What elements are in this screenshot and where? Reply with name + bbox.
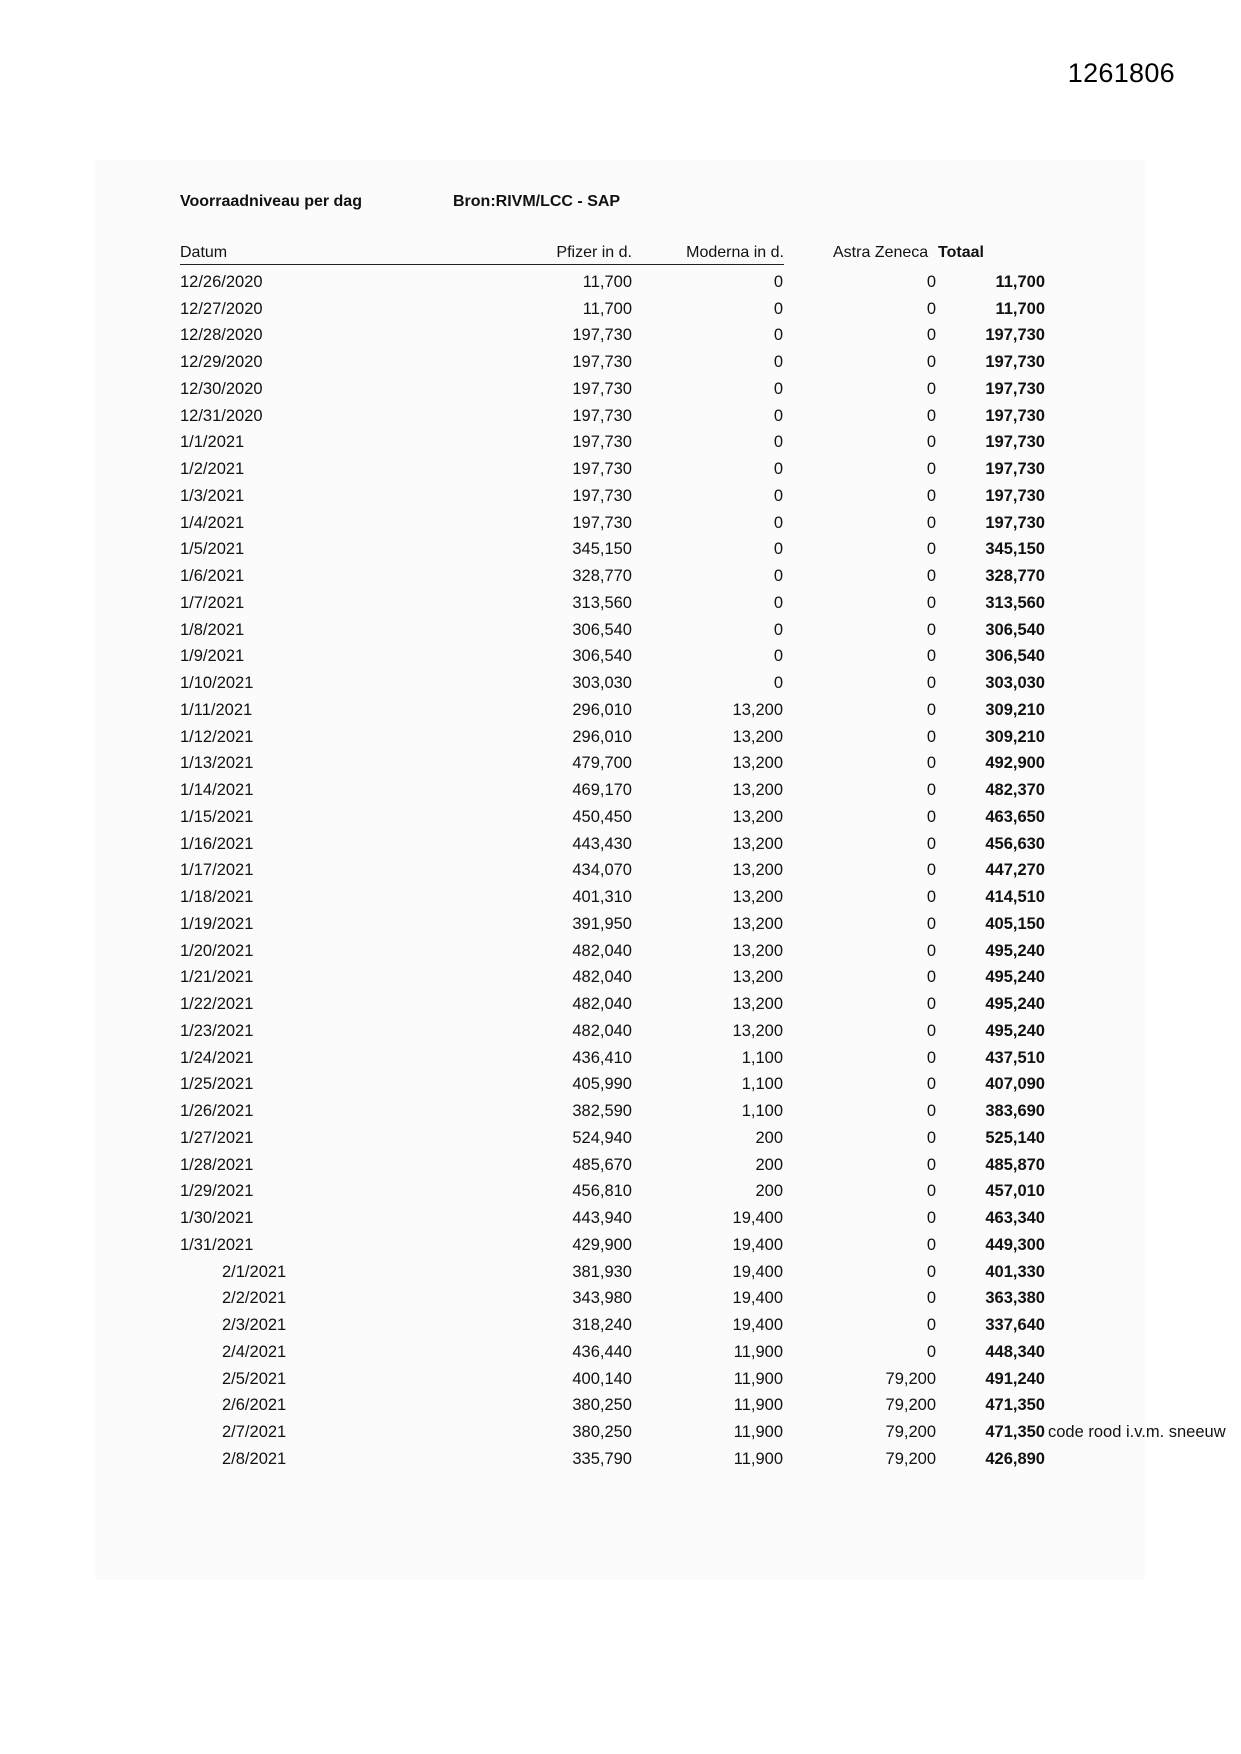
cell-pfizer: 318,240 <box>572 1316 632 1334</box>
cell-pfizer: 469,170 <box>572 781 632 799</box>
cell-date: 1/21/2021 <box>180 968 254 987</box>
table-row <box>180 510 1080 537</box>
cell-pfizer: 436,440 <box>572 1342 632 1361</box>
cell-moderna: 13,200 <box>732 781 783 799</box>
cell-moderna: 0 <box>773 433 783 452</box>
table-title: Voorraadniveau per dag <box>180 193 362 210</box>
table-row <box>180 724 1080 751</box>
cell-date: 12/29/2020 <box>180 353 263 371</box>
cell-total: 197,730 <box>985 406 1045 425</box>
cell-pfizer: 443,430 <box>572 834 632 853</box>
cell-total: 485,870 <box>985 1155 1045 1174</box>
cell-moderna: 1,100 <box>741 1102 783 1120</box>
table-row <box>180 483 1080 510</box>
cell-pfizer: 429,900 <box>572 1235 632 1254</box>
header-pfizer: Pfizer in d. <box>365 242 632 265</box>
cell-moderna: 11,900 <box>733 1342 783 1361</box>
cell-moderna: 13,200 <box>732 1021 783 1040</box>
cell-pfizer: 482,040 <box>572 1021 632 1040</box>
table-row <box>180 777 1080 804</box>
cell-total: 197,730 <box>985 433 1045 452</box>
cell-astra-zeneca: 0 <box>926 1316 936 1334</box>
cell-astra-zeneca: 0 <box>926 1342 936 1361</box>
cell-total: 197,730 <box>985 379 1045 398</box>
cell-date: 1/29/2021 <box>180 1182 254 1201</box>
cell-astra-zeneca: 0 <box>926 567 936 585</box>
cell-astra-zeneca: 0 <box>926 807 936 826</box>
table-row <box>180 697 1080 724</box>
cell-moderna: 0 <box>773 486 783 505</box>
cell-moderna: 1,100 <box>741 1048 783 1067</box>
cell-moderna: 200 <box>755 1182 783 1201</box>
header-moderna: Moderna in d. <box>632 242 784 265</box>
table-row <box>180 269 1080 296</box>
cell-astra-zeneca: 0 <box>926 1128 936 1147</box>
table-row <box>180 1205 1080 1232</box>
cell-total: 495,240 <box>985 995 1045 1013</box>
cell-total: 426,890 <box>985 1449 1045 1468</box>
cell-date: 2/5/2021 <box>222 1369 287 1388</box>
table-row <box>180 1045 1080 1072</box>
table-row <box>180 831 1080 858</box>
stock-table <box>180 242 1226 1473</box>
header-total: Totaal <box>938 244 984 261</box>
header-astra-zeneca: Astra Zeneca <box>833 244 929 261</box>
cell-moderna: 13,200 <box>732 700 783 719</box>
cell-note: code rood i.v.m. sneeuw <box>1048 1423 1226 1441</box>
table-row <box>180 536 1080 563</box>
table-header-row <box>180 242 1080 269</box>
cell-astra-zeneca: 0 <box>926 1289 936 1308</box>
cell-moderna: 13,200 <box>732 834 783 853</box>
cell-astra-zeneca: 79,200 <box>885 1396 936 1415</box>
cell-date: 1/19/2021 <box>180 914 254 933</box>
cell-total: 482,370 <box>985 781 1045 799</box>
cell-date: 2/6/2021 <box>222 1396 287 1415</box>
cell-astra-zeneca: 0 <box>926 620 936 639</box>
cell-astra-zeneca: 0 <box>926 513 936 532</box>
table-row <box>180 1312 1080 1339</box>
table-row <box>180 1446 1080 1473</box>
cell-date: 1/31/2021 <box>180 1235 254 1254</box>
cell-total: 463,650 <box>985 807 1045 826</box>
cell-moderna: 19,400 <box>732 1289 783 1308</box>
cell-date: 12/30/2020 <box>180 379 263 398</box>
cell-astra-zeneca: 0 <box>926 861 936 880</box>
document-id: 1261806 <box>1067 58 1175 88</box>
cell-date: 12/26/2020 <box>180 272 263 291</box>
cell-total: 197,730 <box>985 326 1045 345</box>
table-row <box>180 1152 1080 1179</box>
cell-astra-zeneca: 0 <box>926 834 936 853</box>
cell-pfizer: 443,940 <box>572 1209 632 1227</box>
cell-date: 1/10/2021 <box>180 674 254 692</box>
cell-astra-zeneca: 0 <box>926 486 936 505</box>
table-row <box>180 1018 1080 1045</box>
cell-moderna: 19,400 <box>732 1316 783 1334</box>
cell-total: 401,330 <box>985 1262 1045 1281</box>
cell-astra-zeneca: 0 <box>926 1235 936 1254</box>
cell-date: 2/7/2021 <box>222 1423 287 1441</box>
table-row <box>180 1232 1080 1259</box>
cell-moderna: 13,200 <box>732 941 783 960</box>
cell-moderna: 19,400 <box>732 1209 783 1227</box>
cell-total: 337,640 <box>985 1316 1045 1334</box>
cell-total: 471,350 <box>985 1423 1045 1441</box>
table-row <box>180 1419 1226 1446</box>
cell-pfizer: 335,790 <box>572 1449 632 1468</box>
cell-astra-zeneca: 0 <box>926 647 936 666</box>
cell-total: 414,510 <box>985 888 1045 906</box>
cell-date: 1/8/2021 <box>180 620 245 639</box>
cell-moderna: 11,900 <box>733 1396 783 1415</box>
cell-pfizer: 434,070 <box>572 861 632 880</box>
table-row <box>180 376 1080 403</box>
cell-pfizer: 197,730 <box>572 486 632 505</box>
cell-pfizer: 197,730 <box>572 353 632 371</box>
cell-moderna: 13,200 <box>732 914 783 933</box>
cell-date: 1/6/2021 <box>180 567 245 585</box>
table-row <box>180 1392 1080 1419</box>
table-row <box>180 884 1080 911</box>
cell-astra-zeneca: 0 <box>926 1262 936 1281</box>
cell-total: 363,380 <box>985 1289 1045 1308</box>
cell-astra-zeneca: 0 <box>926 1048 936 1067</box>
cell-date: 1/23/2021 <box>180 1021 254 1040</box>
cell-pfizer: 345,150 <box>572 540 632 559</box>
cell-astra-zeneca: 0 <box>926 326 936 345</box>
cell-astra-zeneca: 79,200 <box>885 1423 936 1441</box>
cell-total: 491,240 <box>985 1369 1045 1388</box>
table-row <box>180 1125 1080 1152</box>
cell-astra-zeneca: 79,200 <box>885 1449 936 1468</box>
cell-pfizer: 482,040 <box>572 941 632 960</box>
cell-astra-zeneca: 0 <box>926 1209 936 1227</box>
cell-date: 1/7/2021 <box>180 593 245 612</box>
cell-date: 1/15/2021 <box>180 807 254 826</box>
table-row <box>180 1071 1080 1098</box>
cell-total: 313,560 <box>985 593 1045 612</box>
cell-astra-zeneca: 0 <box>926 700 936 719</box>
cell-pfizer: 197,730 <box>572 379 632 398</box>
cell-moderna: 11,900 <box>733 1423 783 1441</box>
cell-total: 309,210 <box>985 727 1045 746</box>
table-row <box>180 322 1080 349</box>
cell-total: 471,350 <box>985 1396 1045 1415</box>
cell-moderna: 13,200 <box>732 754 783 773</box>
cell-date: 2/8/2021 <box>222 1449 287 1468</box>
cell-total: 463,340 <box>985 1209 1045 1227</box>
cell-pfizer: 197,730 <box>572 433 632 452</box>
cell-total: 309,210 <box>985 700 1045 719</box>
cell-pfizer: 296,010 <box>572 700 632 719</box>
table-row <box>180 964 1080 991</box>
cell-pfizer: 381,930 <box>572 1262 632 1281</box>
cell-pfizer: 482,040 <box>572 995 632 1013</box>
table-row <box>180 349 1080 376</box>
table-row <box>180 1259 1080 1286</box>
table-row <box>180 456 1080 483</box>
cell-astra-zeneca: 0 <box>926 781 936 799</box>
cell-astra-zeneca: 0 <box>926 299 936 318</box>
cell-date: 1/12/2021 <box>180 727 254 746</box>
cell-date: 1/20/2021 <box>180 941 254 960</box>
cell-date: 1/2/2021 <box>180 460 245 478</box>
table-row <box>180 804 1080 831</box>
cell-pfizer: 405,990 <box>572 1075 632 1094</box>
cell-date: 1/27/2021 <box>180 1128 254 1147</box>
cell-total: 449,300 <box>985 1235 1045 1254</box>
cell-total: 456,630 <box>985 834 1045 853</box>
cell-moderna: 0 <box>773 593 783 612</box>
cell-astra-zeneca: 79,200 <box>885 1369 936 1388</box>
cell-date: 1/25/2021 <box>180 1075 254 1094</box>
cell-moderna: 0 <box>773 647 783 666</box>
table-row <box>180 857 1080 884</box>
cell-moderna: 0 <box>773 620 783 639</box>
cell-total: 495,240 <box>985 968 1045 987</box>
cell-pfizer: 306,540 <box>572 620 632 639</box>
table-row <box>180 911 1080 938</box>
cell-total: 197,730 <box>985 460 1045 478</box>
table-row <box>180 938 1080 965</box>
header-date: Datum <box>180 242 370 265</box>
cell-astra-zeneca: 0 <box>926 727 936 746</box>
table-row <box>180 1339 1080 1366</box>
cell-moderna: 0 <box>773 272 783 291</box>
cell-moderna: 0 <box>773 513 783 532</box>
cell-date: 2/4/2021 <box>222 1342 287 1361</box>
cell-pfizer: 197,730 <box>572 460 632 478</box>
cell-pfizer: 485,670 <box>572 1155 632 1174</box>
table-row <box>180 991 1080 1018</box>
cell-moderna: 0 <box>773 674 783 692</box>
cell-astra-zeneca: 0 <box>926 460 936 478</box>
cell-astra-zeneca: 0 <box>926 379 936 398</box>
cell-total: 407,090 <box>985 1075 1045 1094</box>
cell-date: 1/9/2021 <box>180 647 245 666</box>
cell-astra-zeneca: 0 <box>926 1075 936 1094</box>
cell-date: 12/27/2020 <box>180 299 263 318</box>
cell-moderna: 0 <box>773 353 783 371</box>
cell-total: 495,240 <box>985 1021 1045 1040</box>
table-row <box>180 617 1080 644</box>
cell-date: 1/30/2021 <box>180 1209 254 1227</box>
cell-date: 1/26/2021 <box>180 1102 254 1120</box>
cell-date: 1/24/2021 <box>180 1048 254 1067</box>
cell-pfizer: 197,730 <box>572 326 632 345</box>
cell-astra-zeneca: 0 <box>926 754 936 773</box>
table-row <box>180 1366 1080 1393</box>
cell-moderna: 13,200 <box>732 995 783 1013</box>
table-row <box>180 750 1080 777</box>
table-row <box>180 643 1080 670</box>
cell-pfizer: 11,700 <box>582 272 632 291</box>
cell-pfizer: 306,540 <box>572 647 632 666</box>
table-row <box>180 1178 1080 1205</box>
cell-moderna: 0 <box>773 379 783 398</box>
table-row <box>180 296 1080 323</box>
cell-astra-zeneca: 0 <box>926 1182 936 1201</box>
cell-pfizer: 328,770 <box>572 567 632 585</box>
cell-pfizer: 11,700 <box>582 299 632 318</box>
cell-date: 1/5/2021 <box>180 540 245 559</box>
cell-date: 1/14/2021 <box>180 781 254 799</box>
cell-total: 328,770 <box>985 567 1045 585</box>
cell-total: 448,340 <box>985 1342 1045 1361</box>
cell-date: 1/1/2021 <box>180 433 245 452</box>
cell-astra-zeneca: 0 <box>926 674 936 692</box>
cell-pfizer: 524,940 <box>572 1128 632 1147</box>
cell-pfizer: 380,250 <box>572 1423 632 1441</box>
cell-total: 11,700 <box>995 299 1045 318</box>
cell-moderna: 200 <box>755 1128 783 1147</box>
cell-moderna: 1,100 <box>741 1075 783 1094</box>
cell-date: 1/3/2021 <box>180 486 245 505</box>
cell-moderna: 19,400 <box>732 1262 783 1281</box>
cell-total: 197,730 <box>985 513 1045 532</box>
cell-moderna: 13,200 <box>732 807 783 826</box>
cell-pfizer: 313,560 <box>572 593 632 612</box>
cell-pfizer: 380,250 <box>572 1396 632 1415</box>
cell-moderna: 11,900 <box>733 1369 783 1388</box>
cell-date: 1/11/2021 <box>180 700 253 719</box>
cell-moderna: 19,400 <box>732 1235 783 1254</box>
cell-astra-zeneca: 0 <box>926 1155 936 1174</box>
cell-pfizer: 391,950 <box>572 914 632 933</box>
cell-total: 525,140 <box>985 1128 1045 1147</box>
cell-pfizer: 450,450 <box>572 807 632 826</box>
cell-date: 1/16/2021 <box>180 834 254 853</box>
cell-moderna: 13,200 <box>732 727 783 746</box>
cell-date: 1/13/2021 <box>180 754 254 773</box>
cell-pfizer: 401,310 <box>572 888 632 906</box>
cell-astra-zeneca: 0 <box>926 593 936 612</box>
cell-moderna: 0 <box>773 326 783 345</box>
cell-astra-zeneca: 0 <box>926 914 936 933</box>
cell-astra-zeneca: 0 <box>926 272 936 291</box>
cell-total: 11,700 <box>995 272 1045 291</box>
cell-astra-zeneca: 0 <box>926 888 936 906</box>
cell-total: 495,240 <box>985 941 1045 960</box>
cell-moderna: 0 <box>773 299 783 318</box>
table-row <box>180 429 1080 456</box>
table-row <box>180 670 1080 697</box>
cell-date: 1/28/2021 <box>180 1155 254 1174</box>
cell-date: 1/22/2021 <box>180 995 254 1013</box>
cell-total: 197,730 <box>985 353 1045 371</box>
cell-moderna: 13,200 <box>732 968 783 987</box>
cell-astra-zeneca: 0 <box>926 406 936 425</box>
cell-date: 1/4/2021 <box>180 513 245 532</box>
cell-pfizer: 400,140 <box>572 1369 632 1388</box>
cell-date: 12/28/2020 <box>180 326 263 345</box>
cell-pfizer: 382,590 <box>572 1102 632 1120</box>
table-row <box>180 1285 1080 1312</box>
cell-date: 1/17/2021 <box>180 861 254 880</box>
cell-astra-zeneca: 0 <box>926 353 936 371</box>
cell-moderna: 0 <box>773 540 783 559</box>
cell-astra-zeneca: 0 <box>926 1102 936 1120</box>
table-row <box>180 563 1080 590</box>
cell-moderna: 200 <box>755 1155 783 1174</box>
table-row <box>180 590 1080 617</box>
table-source: Bron:RIVM/LCC - SAP <box>453 193 621 210</box>
cell-date: 2/1/2021 <box>222 1262 287 1281</box>
cell-date: 2/2/2021 <box>222 1289 287 1308</box>
table-body <box>180 269 1226 1473</box>
cell-moderna: 11,900 <box>733 1449 783 1468</box>
cell-total: 197,730 <box>985 486 1045 505</box>
cell-total: 405,150 <box>985 914 1045 933</box>
cell-astra-zeneca: 0 <box>926 941 936 960</box>
cell-moderna: 13,200 <box>732 861 783 880</box>
cell-pfizer: 479,700 <box>572 754 632 773</box>
cell-date: 1/18/2021 <box>180 888 254 906</box>
cell-astra-zeneca: 0 <box>926 1021 936 1040</box>
cell-astra-zeneca: 0 <box>926 540 936 559</box>
cell-astra-zeneca: 0 <box>926 433 936 452</box>
cell-total: 437,510 <box>985 1048 1045 1067</box>
cell-pfizer: 456,810 <box>572 1182 632 1201</box>
cell-astra-zeneca: 0 <box>926 995 936 1013</box>
cell-pfizer: 296,010 <box>572 727 632 746</box>
cell-total: 457,010 <box>985 1182 1045 1201</box>
cell-total: 306,540 <box>985 647 1045 666</box>
table-row <box>180 1098 1080 1125</box>
cell-pfizer: 197,730 <box>572 406 632 425</box>
cell-moderna: 13,200 <box>732 888 783 906</box>
cell-total: 345,150 <box>985 540 1045 559</box>
cell-total: 492,900 <box>985 754 1045 773</box>
cell-astra-zeneca: 0 <box>926 968 936 987</box>
cell-date: 12/31/2020 <box>180 406 263 425</box>
cell-total: 303,030 <box>985 674 1045 692</box>
table-row <box>180 403 1080 430</box>
cell-total: 383,690 <box>985 1102 1045 1120</box>
cell-pfizer: 197,730 <box>572 513 632 532</box>
cell-pfizer: 303,030 <box>572 674 632 692</box>
cell-total: 447,270 <box>985 861 1045 880</box>
cell-pfizer: 436,410 <box>572 1048 632 1067</box>
cell-total: 306,540 <box>985 620 1045 639</box>
cell-date: 2/3/2021 <box>222 1316 287 1334</box>
cell-pfizer: 482,040 <box>572 968 632 987</box>
cell-moderna: 0 <box>773 406 783 425</box>
cell-moderna: 0 <box>773 460 783 478</box>
cell-moderna: 0 <box>773 567 783 585</box>
cell-pfizer: 343,980 <box>572 1289 632 1308</box>
